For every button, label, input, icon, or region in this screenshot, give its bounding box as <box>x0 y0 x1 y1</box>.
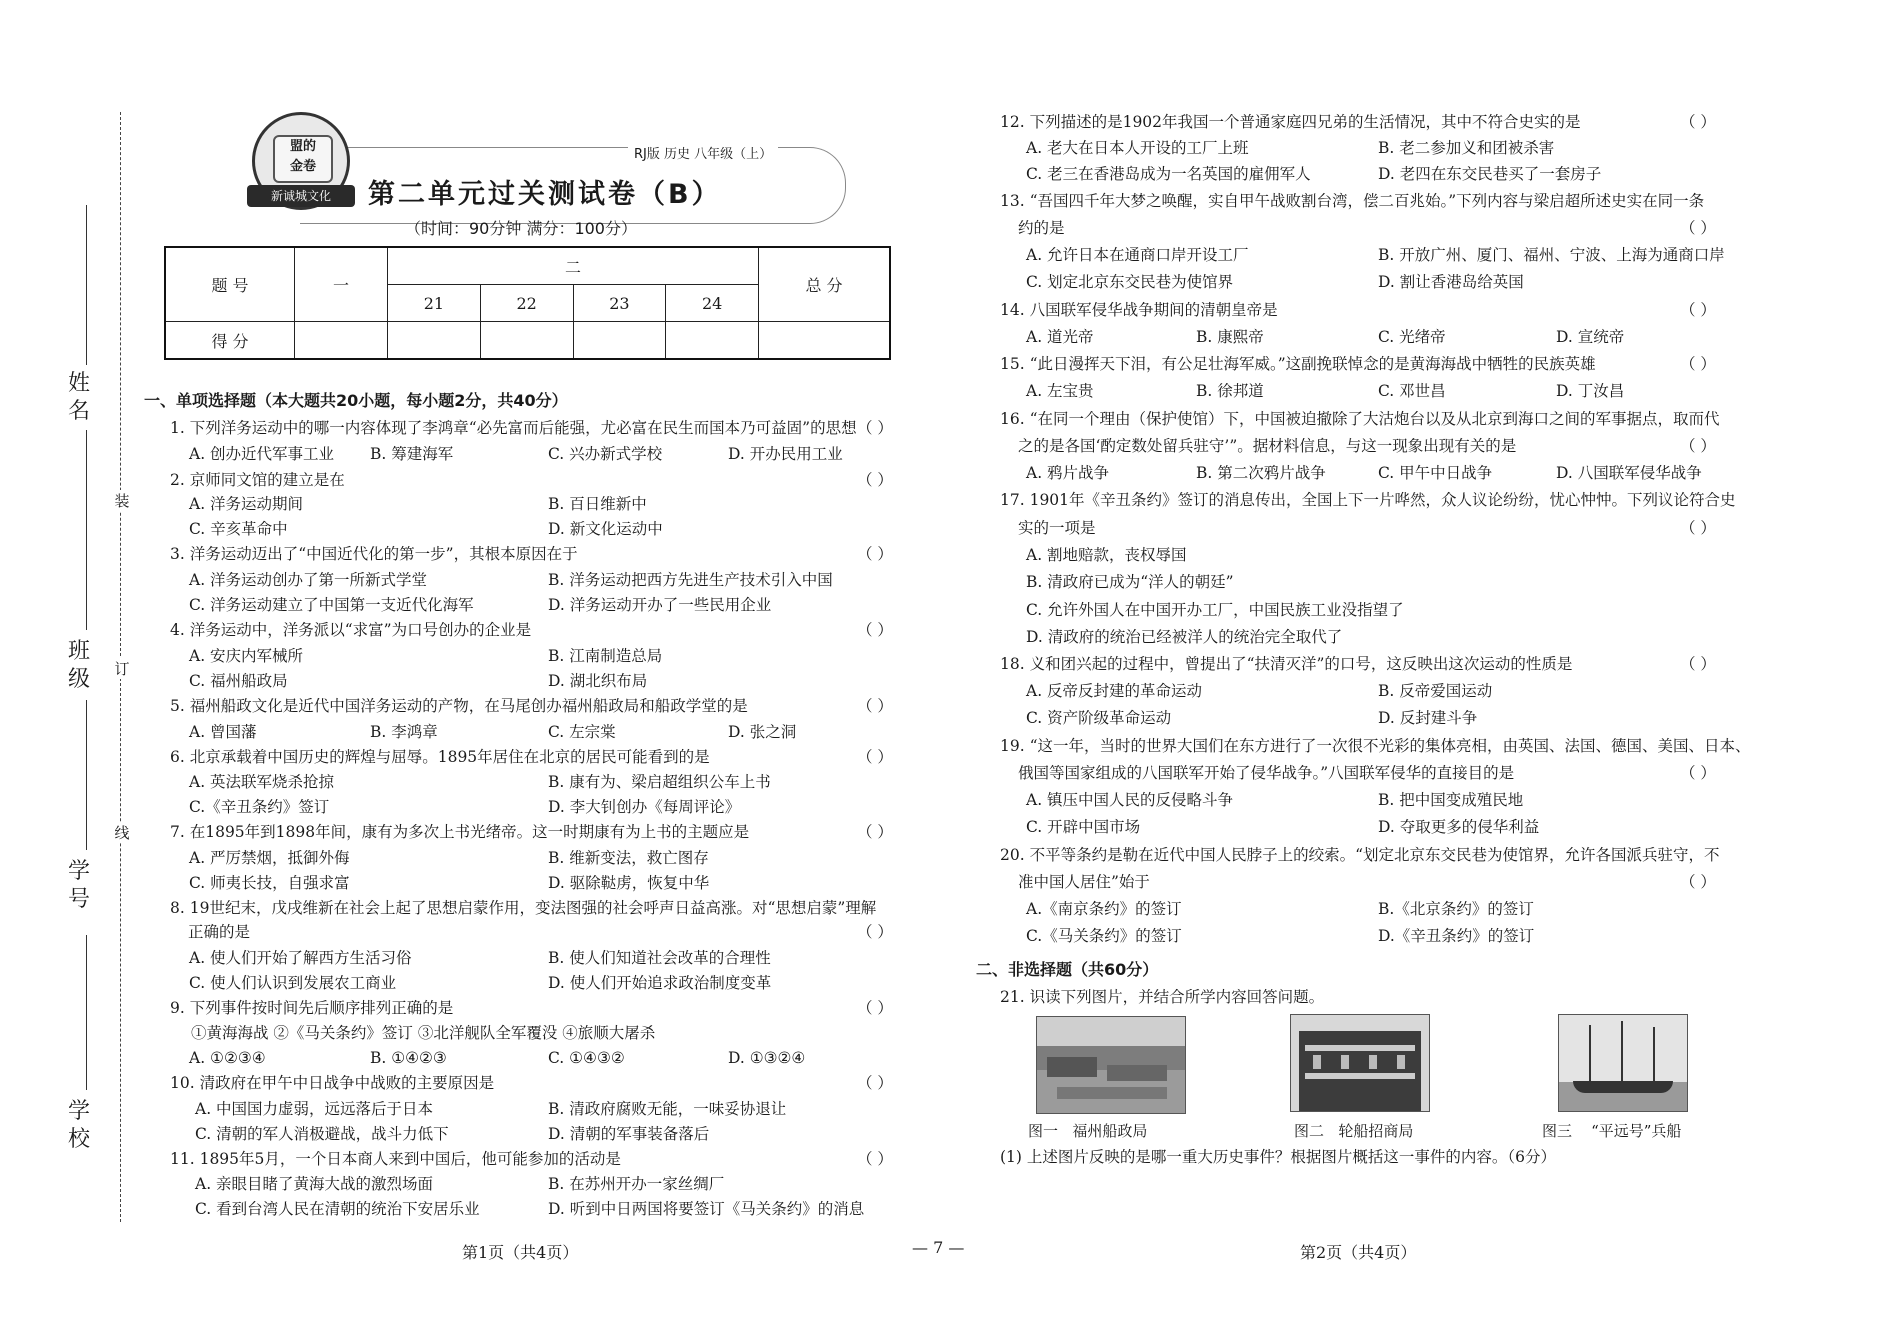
question-option: A. 老大在日本人开设的工厂上班 <box>1026 139 1249 157</box>
question-option: C. 资产阶级革命运动 <box>1026 709 1172 727</box>
question-option: D. 反封建斗争 <box>1378 709 1478 727</box>
question-stem: 11. 1895年5月，一个日本商人来到中国后，他可能参加的活动是 <box>170 1150 621 1168</box>
score-row-label: 得 分 <box>165 322 295 360</box>
question-stem: 10. 清政府在甲午中日战争中战败的主要原因是 <box>170 1074 495 1092</box>
figure1-photo <box>1036 1016 1186 1114</box>
question-option: D. 新文化运动中 <box>548 520 663 538</box>
question-option: C. 左宗棠 <box>548 723 616 741</box>
question-option: A. 鸦片战争 <box>1026 464 1110 482</box>
answer-bracket[interactable]: （ ） <box>857 923 893 941</box>
question-option: B. 第二次鸦片战争 <box>1196 464 1326 482</box>
question-option: C. ①④③② <box>548 1049 625 1067</box>
question-option: B. ①④②③ <box>370 1049 447 1067</box>
question-option: D.《辛丑条约》的签订 <box>1378 927 1535 945</box>
edition-label: RJ版 历史 八年级（上） <box>628 143 778 162</box>
margin-zhuang: 装 <box>110 490 134 511</box>
question-option: A. 道光帝 <box>1026 328 1094 346</box>
question-option: 8. 19世纪末，戊戌维新在社会上起了思想启蒙作用，变法图强的社会呼声日益高涨。对“思想启蒙”理解 <box>170 899 877 917</box>
figure2-photo <box>1290 1014 1430 1112</box>
question-option: B. 李鸿章 <box>370 723 438 741</box>
answer-bracket[interactable]: （ ） <box>1680 873 1716 891</box>
question-option: 17. 1901年《辛丑条约》签订的消息传出，全国上下一片哗然，众人议论纷纷，忧心忡忡。下列议论符合史 <box>1000 491 1736 509</box>
score-cell[interactable] <box>295 322 388 360</box>
answer-bracket[interactable]: （ ） <box>1680 355 1716 373</box>
question-option: B. 清政府腐败无能，一味妥协退让 <box>548 1100 787 1118</box>
answer-bracket[interactable]: （ ） <box>857 697 893 715</box>
margin-name-label: 姓名 <box>67 371 90 424</box>
question-stem: 15. “此日漫挥天下泪，有公足壮海军威。”这副挽联悼念的是黄海海战中牺牲的民族英雄 <box>1000 355 1596 373</box>
question-option: 21. 识读下列图片，并结合所学内容回答问题。 <box>1000 988 1325 1006</box>
question-option: A. 割地赔款，丧权辱国 <box>1026 546 1187 564</box>
question-option: D. 洋务运动开办了一些民用企业 <box>548 596 772 614</box>
question-option: D. 八国联军侵华战争 <box>1556 464 1702 482</box>
page-title: 第二单元过关测试卷（B） <box>368 179 722 210</box>
answer-bracket[interactable]: （ ） <box>857 621 893 639</box>
question-option: B. 把中国变成殖民地 <box>1378 791 1524 809</box>
question-option: C.《马关条约》的签订 <box>1026 927 1182 945</box>
question-option: 13. “吾国四千年大梦之唤醒，实自甲午战败割台湾，偿二百兆始。”下列内容与梁启超所述史实在同一条 <box>1000 192 1705 210</box>
answer-bracket[interactable]: （ ） <box>1680 219 1716 237</box>
question-option: A. 左宝贵 <box>1026 382 1094 400</box>
brand-badge-logo: 盟的 金卷 新诚城文化 <box>252 112 350 210</box>
score-table-sub: 21 <box>388 285 481 322</box>
question-stem: 6. 北京承载着中国历史的辉煌与屈辱。1895年居住在北京的居民可能看到的是 <box>170 748 710 766</box>
question-option: B. 在苏州开办一家丝绸厂 <box>548 1175 725 1193</box>
question-option: B. 维新变法，救亡图存 <box>548 849 709 867</box>
question-option: 16. “在同一个理由（保护使馆）下，中国被迫撤除了大沽炮台以及从北京到海口之间的军事据点，取而代 <box>1000 410 1720 428</box>
figure2-caption: 图二 轮船招商局 <box>1294 1122 1414 1140</box>
question-option: D. 清朝的军事装备落后 <box>548 1125 710 1143</box>
question-option: C. 清朝的军人消极避战，战斗力低下 <box>195 1125 449 1143</box>
question-option: D. 清政府的统治已经被洋人的统治完全取代了 <box>1026 628 1343 646</box>
margin-xian: 线 <box>110 822 134 843</box>
question-option: A. 安庆内军械所 <box>189 647 304 665</box>
question-option: A. 亲眼目睹了黄海大战的激烈场面 <box>195 1175 434 1193</box>
question-option: B. 清政府已成为“洋人的朝廷” <box>1026 573 1234 591</box>
question-option: C. 允许外国人在中国开办工厂，中国民族工业没指望了 <box>1026 601 1404 619</box>
figure3-photo <box>1558 1014 1688 1112</box>
answer-bracket[interactable]: （ ） <box>1680 764 1716 782</box>
question-option: 20. 不平等条约是勒在近代中国人民脖子上的绞索。“划定北京东交民巷为使馆界，允许各国派兵驻守，不 <box>1000 846 1720 864</box>
question-stem: 正确的是 <box>188 923 251 941</box>
figure3-caption: 图三 “平远号”兵船 <box>1542 1122 1682 1140</box>
score-cell[interactable] <box>480 322 573 360</box>
question-option: A. 镇压中国人民的反侵略斗争 <box>1026 791 1234 809</box>
score-cell[interactable] <box>666 322 759 360</box>
question-stem: 之的是各国‘酌定数处留兵驻守’”。据材料信息，与这一现象出现有关的是 <box>1018 437 1517 455</box>
question-option: C. 使人们认识到发展农工商业 <box>189 974 397 992</box>
question-option: C. 邓世昌 <box>1378 382 1446 400</box>
score-table-total: 总 分 <box>759 247 891 322</box>
question-option: A. 反帝反封建的革命运动 <box>1026 682 1203 700</box>
question-option: C.《辛丑条约》签订 <box>189 798 330 816</box>
question-option: B. 康熙帝 <box>1196 328 1264 346</box>
question-option: D. 夺取更多的侵华利益 <box>1378 818 1540 836</box>
question-option: A. 创办近代军事工业 <box>189 445 335 463</box>
question-option: B. 徐邦道 <box>1196 382 1264 400</box>
question-option: B. 康有为、梁启超组织公车上书 <box>548 773 771 791</box>
question-option: (1) 上述图片反映的是哪一重大历史事件？根据图片概括这一事件的内容。（6分） <box>1000 1148 1556 1166</box>
answer-bracket[interactable]: （ ） <box>857 823 893 841</box>
question-option: C. 看到台湾人民在清朝的统治下安居乐业 <box>195 1200 480 1218</box>
question-option: B. 反帝爱国运动 <box>1378 682 1493 700</box>
figure1-caption: 图一 福州船政局 <box>1028 1122 1148 1140</box>
question-option: D. 开办民用工业 <box>728 445 843 463</box>
question-option: A.《南京条约》的签订 <box>1026 900 1182 918</box>
answer-bracket[interactable]: （ ） <box>1680 655 1716 673</box>
question-stem: 3. 洋务运动迈出了“中国近代化的第一步”，其根本原因在于 <box>170 545 578 563</box>
name-blank-line <box>86 205 87 365</box>
question-option: D. 李大钊创办《每周评论》 <box>548 798 741 816</box>
question-stem: 实的一项是 <box>1018 519 1096 537</box>
score-table <box>164 246 891 360</box>
score-table-sub: 23 <box>573 285 666 322</box>
question-stem: 5. 福州船政文化是近代中国洋务运动的产物，在马尾创办福州船政局和船政学堂的是 <box>170 697 748 715</box>
question-option: C. 福州船政局 <box>189 672 288 690</box>
question-option: A. 洋务运动创办了第一所新式学堂 <box>189 571 428 589</box>
question-option: C. 师夷长技，自强求富 <box>189 874 350 892</box>
score-table-col2: 二 <box>388 247 759 285</box>
question-option: B. 江南制造总局 <box>548 647 663 665</box>
question-option: D. 宣统帝 <box>1556 328 1625 346</box>
question-option: C. 兴办新式学校 <box>548 445 663 463</box>
question-stem: 准中国人居住”始于 <box>1018 873 1150 891</box>
question-option: D. 驱除鞑虏，恢复中华 <box>548 874 710 892</box>
question-option: A. 允许日本在通商口岸开设工厂 <box>1026 246 1249 264</box>
margin-student-no-label: 学号 <box>67 859 90 912</box>
question-option: C. 老三在香港岛成为一名英国的雇佣军人 <box>1026 165 1311 183</box>
score-table-col1: 一 <box>295 247 388 322</box>
question-stem: 俄国等国家组成的八国联军开始了侵华战争。”八国联军侵华的直接目的是 <box>1018 764 1515 782</box>
answer-bracket[interactable]: （ ） <box>1680 301 1716 319</box>
question-option: C. 光绪帝 <box>1378 328 1446 346</box>
question-option: A. 洋务运动期间 <box>189 495 304 513</box>
question-option: ①黄海海战 ②《马关条约》签订 ③北洋舰队全军覆没 ④旅顺大屠杀 <box>191 1024 656 1042</box>
footer-page-right: 第2页（共4页） <box>1300 1243 1417 1262</box>
question-option: B.《北京条约》的签订 <box>1378 900 1534 918</box>
question-stem: 1. 下列洋务运动中的哪一内容体现了李鸿章“必先富而后能强，尤必富在民生而国本乃可益固”的思想 <box>170 419 857 437</box>
question-option: D. 使人们开始追求政治制度变革 <box>548 974 772 992</box>
question-stem: 2. 京师同文馆的建立是在 <box>170 471 345 489</box>
footer-page-center: — 7 — <box>912 1238 965 1257</box>
student-no-blank-line <box>86 700 87 850</box>
question-option: D. ①③②④ <box>728 1049 806 1067</box>
answer-bracket[interactable]: （ ） <box>857 471 893 489</box>
score-cell[interactable] <box>573 322 666 360</box>
question-option: C. 甲午中日战争 <box>1378 464 1493 482</box>
answer-bracket[interactable]: （ ） <box>857 748 893 766</box>
question-option: B. 洋务运动把西方先进生产技术引入中国 <box>548 571 833 589</box>
question-option: A. 曾国藩 <box>189 723 257 741</box>
answer-bracket[interactable]: （ ） <box>857 1150 893 1168</box>
question-option: B. 老二参加义和团被杀害 <box>1378 139 1555 157</box>
exam-time-score: （时间：90分钟 满分：100分） <box>405 219 637 238</box>
school-blank-line <box>86 935 87 1090</box>
score-table-sub: 24 <box>666 285 759 322</box>
question-option: D. 听到中日两国将要签订《马关条约》的消息 <box>548 1200 865 1218</box>
question-option: A. ①②③④ <box>189 1049 266 1067</box>
section2-heading: 二、非选择题（共60分） <box>976 960 1159 979</box>
question-option: D. 张之洞 <box>728 723 797 741</box>
question-option: B. 开放广州、厦门、福州、宁波、上海为通商口岸 <box>1378 246 1725 264</box>
question-option: C. 洋务运动建立了中国第一支近代化海军 <box>189 596 474 614</box>
question-option: D. 湖北织布局 <box>548 672 648 690</box>
margin-ding: 订 <box>110 658 134 679</box>
section1-heading: 一、单项选择题（本大题共20小题，每小题2分，共40分） <box>144 391 568 410</box>
question-option: 19. “这一年，当时的世界大国们在东方进行了一次很不光彩的集体亮相，由英国、法国、德国、美国、日本、 <box>1000 737 1751 755</box>
question-stem: 14. 八国联军侵华战争期间的清朝皇帝是 <box>1000 301 1278 319</box>
question-stem: 7. 在1895年到1898年间，康有为多次上书光绪帝。这一时期康有为上书的主题应是 <box>170 823 750 841</box>
answer-bracket[interactable]: （ ） <box>857 419 893 437</box>
question-option: D. 丁汝昌 <box>1556 382 1625 400</box>
question-option: B. 筹建海军 <box>370 445 454 463</box>
question-option: A. 英法联军烧杀抢掠 <box>189 773 335 791</box>
score-cell[interactable] <box>388 322 481 360</box>
question-option: C. 划定北京东交民巷为使馆界 <box>1026 273 1234 291</box>
question-stem: 12. 下列描述的是1902年我国一个普通家庭四兄弟的生活情况，其中不符合史实的是 <box>1000 113 1581 131</box>
answer-bracket[interactable]: （ ） <box>1680 437 1716 455</box>
answer-bracket[interactable]: （ ） <box>857 545 893 563</box>
question-stem: 18. 义和团兴起的过程中，曾提出了“扶清灭洋”的口号，这反映出这次运动的性质是 <box>1000 655 1573 673</box>
score-cell[interactable] <box>759 322 891 360</box>
question-stem: 约的是 <box>1018 219 1065 237</box>
question-option: A. 中国国力虚弱，远远落后于日本 <box>195 1100 434 1118</box>
class-blank-line <box>86 430 87 630</box>
question-option: C. 开辟中国市场 <box>1026 818 1141 836</box>
margin-school-label: 学校 <box>67 1099 90 1152</box>
answer-bracket[interactable]: （ ） <box>857 999 893 1017</box>
answer-bracket[interactable]: （ ） <box>857 1074 893 1092</box>
question-option: B. 百日维新中 <box>548 495 647 513</box>
answer-bracket[interactable]: （ ） <box>1680 113 1716 131</box>
question-stem: 9. 下列事件按时间先后顺序排列正确的是 <box>170 999 454 1017</box>
question-option: A. 严厉禁烟，抵御外侮 <box>189 849 350 867</box>
question-option: C. 辛亥革命中 <box>189 520 288 538</box>
score-table-sub: 22 <box>480 285 573 322</box>
score-table-header: 题 号 <box>165 247 295 322</box>
answer-bracket[interactable]: （ ） <box>1680 519 1716 537</box>
question-option: D. 老四在东交民巷买了一套房子 <box>1378 165 1602 183</box>
margin-class-label: 班级 <box>67 639 90 692</box>
question-option: D. 割让香港岛给英国 <box>1378 273 1524 291</box>
footer-page-left: 第1页（共4页） <box>462 1243 579 1262</box>
question-option: B. 使人们知道社会改革的合理性 <box>548 949 771 967</box>
question-option: A. 使人们开始了解西方生活习俗 <box>189 949 412 967</box>
question-stem: 4. 洋务运动中，洋务派以“求富”为口号创办的企业是 <box>170 621 532 639</box>
